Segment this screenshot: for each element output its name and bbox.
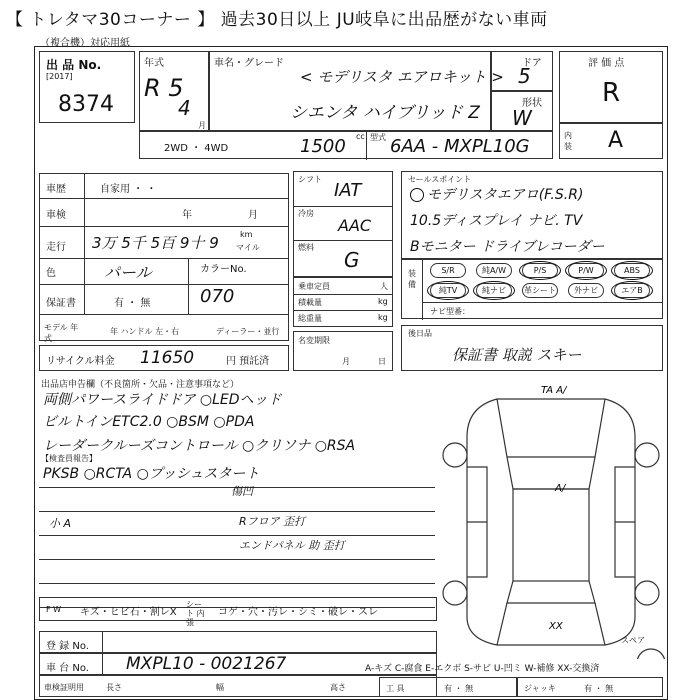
inspector-header: 【検査員報告】 <box>41 454 97 463</box>
mileage-unit-mile: マイル <box>236 243 260 252</box>
inspection-month-unit: 月 <box>248 210 258 221</box>
fuel-label: 燃料 <box>298 243 314 252</box>
equipment-item: P/W <box>568 263 604 278</box>
equipment-item: エアB <box>614 283 650 298</box>
equipment-box <box>401 259 663 319</box>
corner-banner: 【 トレタマ30コーナー 】 過去30日以上 JU岐阜に出品歴がない車両 <box>6 9 548 30</box>
mileage-label: 走行 <box>46 242 66 253</box>
capacity-label: 乗車定員 <box>298 282 330 291</box>
equipment-item: 純ナビ <box>476 283 512 298</box>
row-line <box>294 206 392 207</box>
equipment-item: ABS <box>614 263 650 278</box>
equipment-item: P/S <box>522 263 558 278</box>
load-unit: kg <box>378 297 388 306</box>
aircon-label: 冷房 <box>298 209 314 218</box>
model-code-label: 型式 <box>370 133 386 142</box>
fw-text: キズ・ヒビ石・割レX <box>80 607 177 618</box>
model-row-handle: 年 ハンドル 左・右 <box>110 327 180 336</box>
navi-label: ナビ型番： <box>430 307 470 316</box>
mileage-unit-km: km <box>240 230 253 239</box>
shape-value: W <box>512 106 532 130</box>
row-line <box>40 258 288 259</box>
register-label: 登 録 No. <box>46 641 89 652</box>
col-line <box>84 174 85 314</box>
model-code-value: 6AA - MXPL10G <box>390 136 530 157</box>
row-line <box>39 535 435 536</box>
equipment-label: 装備 <box>408 269 416 289</box>
inspector-note: 小 A <box>49 517 72 530</box>
interior-label: 内装 <box>564 131 572 151</box>
doors-box <box>491 51 553 91</box>
col-line <box>188 258 189 314</box>
history-label: 車歴 <box>46 184 66 195</box>
displacement-value: 1500 <box>300 136 346 157</box>
wheel <box>635 443 659 467</box>
tools-label: 工 具 <box>386 684 405 693</box>
gross-unit: kg <box>378 313 388 322</box>
lot-year-tag: [2017] <box>46 72 73 81</box>
lot-label: 出 品 No. <box>46 58 102 72</box>
spec-box <box>293 171 393 277</box>
row-line <box>39 511 435 512</box>
wheel <box>443 581 467 605</box>
diagram-mark-roof: A/ <box>555 483 566 494</box>
month-unit: 月 <box>198 121 206 130</box>
equipment-item: S/R <box>430 263 466 278</box>
row-line <box>422 302 662 303</box>
mileage-value: 3万 5千 5百 9十 9 <box>92 234 219 252</box>
lot-number: 8374 <box>58 92 114 117</box>
load-label: 積載量 <box>298 298 322 307</box>
left-doors <box>467 467 487 577</box>
drive-row <box>139 131 553 159</box>
sales-points-box <box>401 171 663 259</box>
wheel <box>443 443 467 467</box>
col-line <box>102 654 103 676</box>
paper-note: （複合機）対応用紙 <box>40 38 130 49</box>
col-line <box>422 260 423 320</box>
interior-value: A <box>608 128 624 153</box>
name-change-box <box>293 331 393 371</box>
car-name: シエンタ ハイブリッド Z <box>290 103 480 123</box>
car-name-box <box>209 51 504 131</box>
equipment-grid <box>426 260 662 302</box>
gross-label: 総重量 <box>298 314 322 323</box>
fuel-value: G <box>344 248 360 272</box>
row-line <box>294 294 392 295</box>
cert-width: 幅 <box>216 683 224 692</box>
shape-label: 形状 <box>522 98 542 109</box>
damage-legend: A-キズ C-腐食 E-エクボ S-サビ U-凹ミ W-補修 XX-交換済 <box>365 664 600 674</box>
inspection-label: 車検 <box>46 210 66 221</box>
col-line <box>102 632 103 654</box>
model-year-box <box>139 51 209 131</box>
cert-row <box>39 675 437 697</box>
divider <box>366 132 367 160</box>
spare-tire <box>637 649 665 659</box>
drive-label: 2WD ・ 4WD <box>164 143 229 154</box>
inspector-note: 傷凹 <box>231 485 253 498</box>
right-doors <box>615 467 635 577</box>
row-line <box>39 583 435 584</box>
displacement-unit: cc <box>356 132 365 141</box>
model-year-label: 年式 <box>144 58 164 69</box>
name-change-label: 名変期限 <box>298 336 330 345</box>
model-year-month: 4 <box>178 96 191 120</box>
afterfit-value: 保証書 取説 スキー <box>452 346 582 364</box>
sales-point-line: Bモニター ドライブレコーダー <box>410 239 605 255</box>
car-grade: < モデリスタ エアロキット > <box>300 68 504 86</box>
seat-label: シート 内 張 <box>186 600 205 627</box>
equipment-item: 革シート <box>522 283 558 298</box>
sales-points-label: セールスポイント <box>408 175 472 184</box>
seat-text: コゲ・穴・汚レ・シミ・破レ・スレ <box>218 607 378 618</box>
auction-sheet <box>34 46 668 700</box>
lot-box <box>39 51 135 123</box>
info-line: PKSB ○RCTA ○プッシュスタート <box>43 466 260 482</box>
capacity-unit: 人 <box>380 282 388 291</box>
equipment-item: 純TV <box>430 283 466 298</box>
recycle-label: リサイクル料金 <box>46 356 115 367</box>
shift-label: シフト <box>298 175 322 184</box>
warranty-label: 保証書 <box>46 298 76 309</box>
interior-box <box>559 123 663 159</box>
sales-point-line: モデリスタエアロ(F.S.R) <box>410 184 583 204</box>
wheel <box>635 581 659 605</box>
recycle-unit: 円 預託済 <box>226 356 270 367</box>
shift-value: IAT <box>334 180 362 201</box>
inspector-note: エンドパネル 助 歪打 <box>239 539 345 552</box>
rating-label: 評 価 点 <box>588 58 625 69</box>
color-no-value: 070 <box>200 286 235 307</box>
rating-value: R <box>602 78 621 108</box>
roof <box>513 489 589 581</box>
register-row <box>39 631 437 653</box>
fw-label: F W <box>46 605 62 614</box>
diagram-mark-top: TA A/ <box>541 385 567 396</box>
fw-row <box>39 597 437 627</box>
color-no-label: カラーNo. <box>200 264 247 275</box>
row-line <box>40 226 288 227</box>
basic-info-table <box>39 173 289 341</box>
car-outline <box>467 399 635 645</box>
afterfit-box <box>401 325 663 371</box>
rear-window <box>507 581 595 603</box>
info-label: 出品店申告欄（不良箇所・欠品・注意事項など） <box>41 380 240 390</box>
warranty-options: 有 ・ 無 <box>114 298 151 309</box>
equipment-item: 純A/W <box>476 263 512 278</box>
jack-options: 有 ・ 無 <box>584 684 614 693</box>
inspector-note: Rフロア 歪打 <box>239 515 306 528</box>
history-options: 自家用 ・ ・ <box>100 184 157 195</box>
model-row-dealer: ディーラー・並行 <box>216 327 280 336</box>
diagram-mark-bottom: XX <box>549 621 563 632</box>
car-name-label: 車名・グレード <box>214 58 284 69</box>
info-line: 両側パワースライドドア ○LEDヘッド <box>43 392 282 408</box>
spare-label: スペア <box>621 636 645 645</box>
chassis-value: MXPL10 - 0021267 <box>126 654 287 674</box>
row-line <box>40 198 288 199</box>
info-line: レーダークルーズコントロール ○クリソナ ○RSA <box>43 438 356 454</box>
recycle-box <box>39 345 289 371</box>
tools-box <box>379 677 517 697</box>
doors-label: ドア <box>522 58 542 69</box>
rating-box <box>559 51 663 123</box>
name-change-unit2: 日 <box>378 357 386 366</box>
inspection-year-unit: 年 <box>182 210 192 221</box>
sales-point-line: 10.5ディスプレイ ナビ. TV <box>410 213 583 229</box>
windshield <box>507 457 595 489</box>
tools-options: 有 ・ 無 <box>444 684 474 693</box>
capacity-box <box>293 277 393 327</box>
row-line <box>294 310 392 311</box>
model-row-label: モデル 年式 <box>44 323 79 343</box>
model-year-value: R 5 <box>144 74 184 102</box>
jack-label: ジャッキ <box>524 684 556 693</box>
jack-box <box>517 677 663 697</box>
hood <box>497 399 605 457</box>
color-label: 色 <box>46 268 56 279</box>
row-line <box>294 240 392 241</box>
car-damage-diagram <box>437 377 665 659</box>
cert-length: 長さ <box>106 683 122 692</box>
chassis-label: 車 台 No. <box>46 663 89 674</box>
row-line <box>40 284 288 285</box>
info-line: ビルトインETC2.0 ○BSM ○PDA <box>43 414 255 430</box>
recycle-value: 11650 <box>140 348 195 368</box>
row-line <box>40 314 288 315</box>
afterfit-label: 後日品 <box>408 329 432 338</box>
color-value: パール <box>104 263 152 282</box>
equipment-item: 外ナビ <box>568 283 604 298</box>
row-line <box>39 559 435 560</box>
doors-value: 5 <box>518 64 531 88</box>
aircon-value: AAC <box>338 216 372 235</box>
cert-label: 車検証明用 <box>44 683 84 692</box>
name-change-unit: 月 <box>342 357 350 366</box>
shape-box <box>491 91 553 131</box>
cert-height: 高さ <box>330 683 346 692</box>
